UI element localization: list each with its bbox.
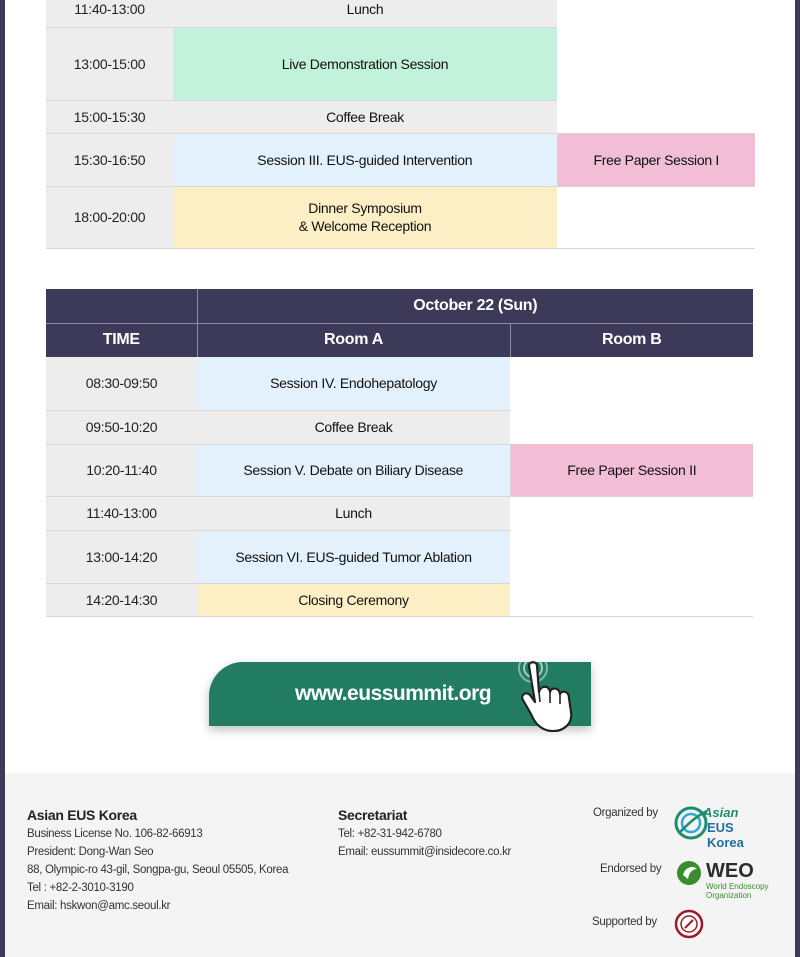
secretariat-title: Secretariat xyxy=(338,807,408,823)
table-row xyxy=(46,410,753,444)
empty-cell xyxy=(510,583,753,616)
session-coffee-break: Coffee Break xyxy=(173,100,557,133)
session-live-demonstration: Live Demonstration Session xyxy=(173,27,557,100)
time-cell: 15:30-16:50 xyxy=(46,133,173,186)
session-dinner-symposium xyxy=(173,186,557,248)
time-cell: 14:20-14:30 xyxy=(46,583,197,616)
table-row xyxy=(46,444,753,496)
empty-cell xyxy=(510,357,753,410)
secretariat-email: Email: eussummit@insidecore.co.kr xyxy=(338,846,512,858)
website-link[interactable]: www.eussummit.org xyxy=(295,682,492,705)
schedule-table-day2 xyxy=(46,289,753,617)
empty-cell xyxy=(510,410,753,444)
empty-cell xyxy=(557,0,755,27)
session-tumor-ablation: Session VI. EUS-guided Tumor Ablation xyxy=(197,530,510,583)
weo-logo-icon xyxy=(675,859,703,887)
date-header-row xyxy=(46,289,753,323)
header-room-a: Room A xyxy=(197,323,510,357)
table-row xyxy=(46,496,753,530)
table-row xyxy=(46,0,755,27)
supported-by-label: Supported by xyxy=(592,916,657,928)
table-row xyxy=(46,357,753,410)
free-paper-session-1: Free Paper Session I xyxy=(557,133,755,186)
date-header: October 22 (Sun) xyxy=(197,289,753,323)
asian-eus-korea-logo xyxy=(673,803,773,850)
logo-asian-text: Asian xyxy=(703,805,739,820)
session-eus-guided-intervention: Session III. EUS-guided Intervention xyxy=(173,133,557,186)
time-cell: 15:00-15:30 xyxy=(46,100,173,133)
schedule-table-day1 xyxy=(46,0,755,249)
session-coffee-break: Coffee Break xyxy=(197,410,510,444)
session-endohepatology: Session IV. Endohepatology xyxy=(197,357,510,410)
org-tel: Tel : +82-2-3010-3190 xyxy=(27,882,134,894)
weo-logo xyxy=(673,858,783,900)
time-cell: 13:00-15:00 xyxy=(46,27,173,100)
empty-cell xyxy=(510,530,753,583)
business-license: Business License No. 106-82-66913 xyxy=(27,828,203,840)
website-button[interactable] xyxy=(209,662,591,726)
time-cell: 08:30-09:50 xyxy=(46,357,197,410)
time-cell: 13:00-14:20 xyxy=(46,530,197,583)
table-row xyxy=(46,27,755,100)
header-room-b: Room B xyxy=(510,323,753,357)
supporter-seal-icon xyxy=(674,909,704,939)
table-row xyxy=(46,100,755,133)
header-blank xyxy=(46,289,197,323)
organized-by-label: Organized by xyxy=(593,807,658,819)
empty-cell xyxy=(557,27,755,100)
endorsed-by-label: Endorsed by xyxy=(600,863,662,875)
empty-cell xyxy=(510,496,753,530)
time-cell: 18:00-20:00 xyxy=(46,186,173,248)
page xyxy=(5,0,795,957)
logo-eus-korea-text: EUS Korea xyxy=(707,820,744,850)
footer-secretariat xyxy=(338,806,511,861)
table-row xyxy=(46,186,755,248)
president: President: Dong-Wan Seo xyxy=(27,846,154,858)
logo-weo-text: WEO xyxy=(706,860,754,882)
session-debate-biliary: Session V. Debate on Biliary Disease xyxy=(197,444,510,496)
session-lunch: Lunch xyxy=(197,496,510,530)
session-closing-ceremony: Closing Ceremony xyxy=(197,583,510,616)
time-cell: 11:40-13:00 xyxy=(46,496,197,530)
pointer-hand-icon xyxy=(513,652,603,732)
org-email: Email: hskwon@amc.seoul.kr xyxy=(27,900,171,912)
table-row xyxy=(46,530,753,583)
session-dinner-line1: Dinner Symposium xyxy=(308,200,422,216)
time-cell: 11:40-13:00 xyxy=(46,0,173,27)
footer-org-title: Asian EUS Korea xyxy=(27,807,137,823)
address: 88, Olympic-ro 43-gil, Songpa-gu, Seoul 05505, Korea xyxy=(27,864,289,876)
secretariat-tel: Tel: +82-31-942-6780 xyxy=(338,828,442,840)
table-row xyxy=(46,133,755,186)
footer xyxy=(5,773,795,957)
table-row xyxy=(46,583,753,616)
empty-cell xyxy=(557,186,755,248)
logo-weo-sub2: Organization xyxy=(706,891,752,900)
footer-org-info xyxy=(27,806,288,915)
empty-cell xyxy=(557,100,755,133)
time-cell: 09:50-10:20 xyxy=(46,410,197,444)
time-cell: 10:20-11:40 xyxy=(46,444,197,496)
session-lunch: Lunch xyxy=(173,0,557,27)
session-dinner-line2: & Welcome Reception xyxy=(298,218,432,234)
free-paper-session-2: Free Paper Session II xyxy=(510,444,753,496)
header-time: TIME xyxy=(46,323,197,357)
logo-weo-sub1: World Endoscopy xyxy=(706,882,769,891)
column-header-row xyxy=(46,323,753,357)
